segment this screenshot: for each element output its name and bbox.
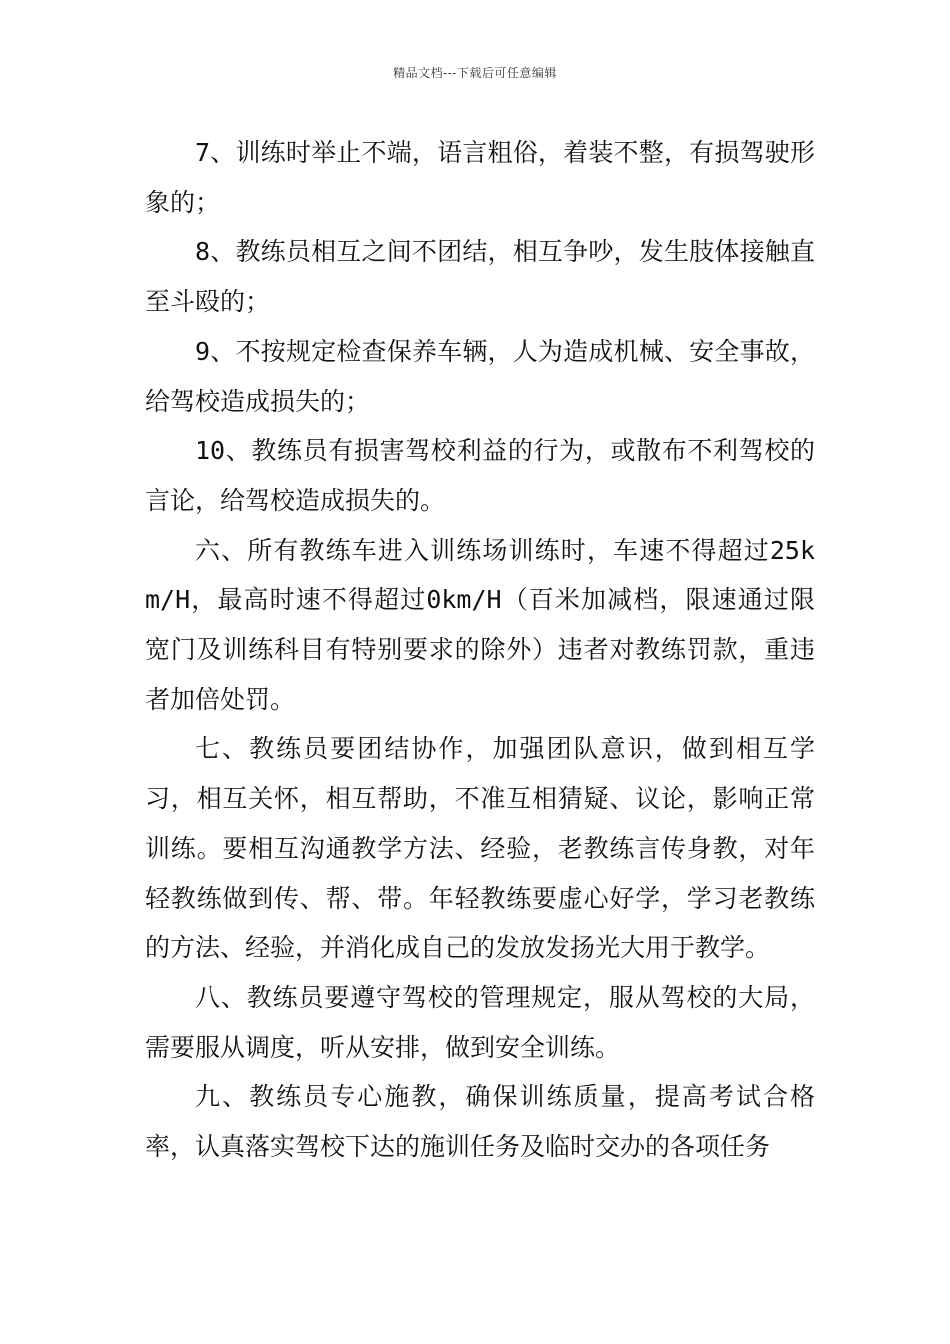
paragraph-item-7: 7、训练时举止不端，语言粗俗，着装不整，有损驾驶形象的；	[145, 138, 815, 217]
page-header: 精品文档---下载后可任意编辑	[393, 66, 557, 80]
paragraph-section-8: 八、教练员要遵守驾校的管理规定，服从驾校的大局，需要服从调度，听从安排，做到安全训练。	[145, 982, 815, 1062]
paragraph-item-8: 8、教练员相互之间不团结，相互争吵，发生肢体接触直至斗殴的；	[145, 237, 815, 317]
document-body	[145, 128, 815, 1172]
paragraph-item-10: 10、教练员有损害驾校利益的行为，或散布不利驾校的言论，给驾校造成损失的。	[145, 436, 815, 515]
paragraph-section-6: 六、所有教练车进入训练场训练时，车速不得超过25km/H，最高时速不得超过0km/H（百米加减档，限速通过限宽门及训练科目有特别要求的除外）违者对教练罚款，重违者加倍处罚。	[145, 535, 815, 714]
paragraph-section-9: 九、教练员专心施教，确保训练质量，提高考试合格率，认真落实驾校下达的施训任务及临时交办的各项任务	[145, 1082, 815, 1162]
paragraph-section-7: 七、教练员要团结协作，加强团队意识，做到相互学习，相互关怀，相互帮助，不准互相猜疑、议论，影响正常训练。要相互沟通教学方法、经验，老教练言传身教，对年轻教练做到传、帮、带。年轻教练要虚心好学，学习老教练的方法、经验，并消化成自己的发放发扬光大用于教学。	[145, 734, 815, 963]
paragraph-item-9: 9、不按规定检查保养车辆，人为造成机械、安全事故，给驾校造成损失的；	[145, 336, 815, 416]
